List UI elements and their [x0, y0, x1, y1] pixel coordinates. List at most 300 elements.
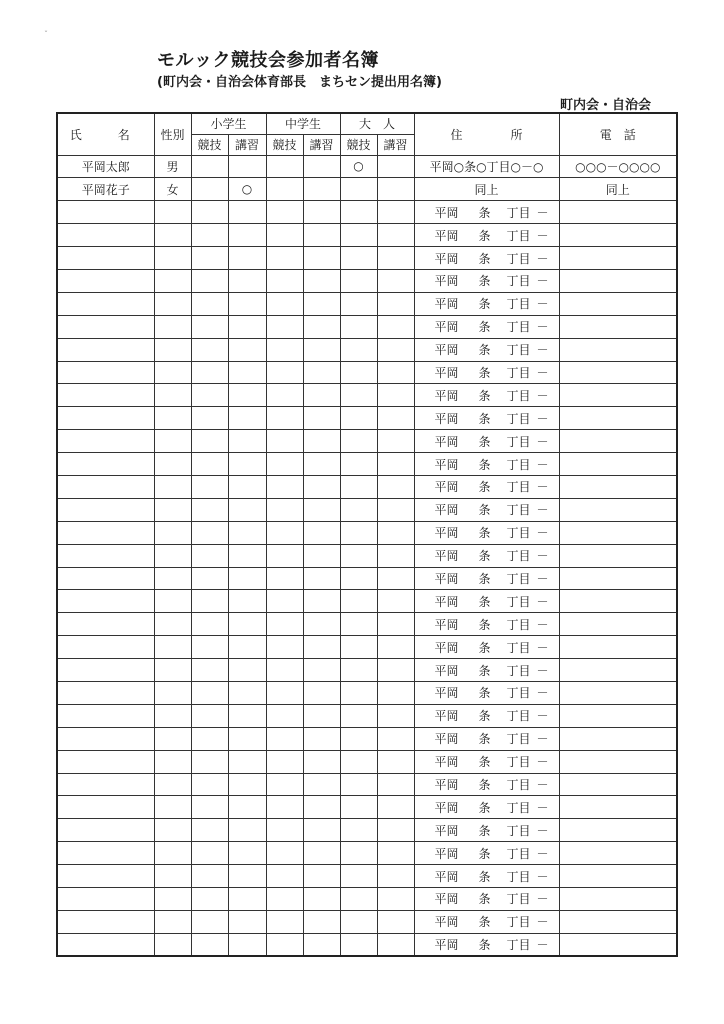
address-chome: 丁目 — [506, 503, 531, 518]
address-city: 平岡 — [434, 686, 459, 701]
address-chome: 丁目 — [506, 457, 531, 472]
cell-name — [57, 681, 154, 704]
cell-elementary-course — [228, 842, 266, 865]
cell-junior-high-competition — [266, 842, 303, 865]
table-row — [57, 727, 677, 750]
cell-adult-course — [377, 636, 414, 659]
address-dash: － — [536, 755, 549, 770]
cell-phone — [559, 430, 677, 453]
cell-junior-high-competition — [266, 567, 303, 590]
cell-phone — [559, 636, 677, 659]
cell-phone — [559, 750, 677, 773]
cell-adult-competition — [340, 521, 377, 544]
cell-gender — [154, 269, 191, 292]
cell-elementary-course — [228, 750, 266, 773]
header-phone: 電 話 — [559, 113, 677, 155]
address-dash: － — [536, 343, 549, 358]
cell-address-template — [414, 727, 559, 750]
cell-junior-high-course — [303, 613, 340, 636]
address-jo: 条 — [478, 480, 491, 495]
cell-gender — [154, 475, 191, 498]
address-jo: 条 — [478, 892, 491, 907]
cell-elementary-course — [228, 819, 266, 842]
header-address: 住 所 — [414, 113, 559, 155]
cell-name — [57, 201, 154, 224]
cell-elementary-course: ○ — [228, 178, 266, 201]
cell-elementary-competition — [191, 361, 228, 384]
address-dash: － — [536, 480, 549, 495]
cell-address-template — [414, 636, 559, 659]
cell-phone — [559, 819, 677, 842]
cell-gender — [154, 636, 191, 659]
cell-address-template — [414, 361, 559, 384]
cell-elementary-competition — [191, 155, 228, 178]
cell-elementary-course — [228, 155, 266, 178]
address-chome: 丁目 — [506, 846, 531, 861]
cell-elementary-course — [228, 338, 266, 361]
cell-name — [57, 865, 154, 888]
address-chome: 丁目 — [506, 434, 531, 449]
table-row — [57, 384, 677, 407]
cell-junior-high-course — [303, 292, 340, 315]
cell-gender — [154, 704, 191, 727]
cell-junior-high-competition — [266, 201, 303, 224]
cell-adult-competition — [340, 498, 377, 521]
address-city: 平岡 — [434, 320, 459, 335]
address-dash: － — [536, 823, 549, 838]
cell-gender — [154, 224, 191, 247]
cell-junior-high-competition — [266, 865, 303, 888]
address-jo: 条 — [478, 686, 491, 701]
cell-address-template — [414, 613, 559, 636]
address-city: 平岡 — [434, 800, 459, 815]
cell-junior-high-competition — [266, 155, 303, 178]
cell-adult-course — [377, 910, 414, 933]
cell-elementary-course — [228, 727, 266, 750]
cell-address-template — [414, 750, 559, 773]
cell-name — [57, 590, 154, 613]
cell-junior-high-competition — [266, 544, 303, 567]
header-junior-high-course: 講習 — [303, 134, 340, 155]
cell-address-template — [414, 247, 559, 270]
table-row — [57, 292, 677, 315]
cell-adult-competition — [340, 544, 377, 567]
cell-elementary-competition — [191, 613, 228, 636]
cell-junior-high-competition — [266, 659, 303, 682]
cell-name — [57, 659, 154, 682]
cell-elementary-competition — [191, 475, 228, 498]
cell-phone — [559, 475, 677, 498]
cell-junior-high-competition — [266, 590, 303, 613]
cell-adult-course — [377, 315, 414, 338]
cell-adult-course — [377, 819, 414, 842]
address-dash: － — [536, 388, 549, 403]
address-chome: 丁目 — [506, 640, 531, 655]
address-city: 平岡 — [434, 365, 459, 380]
cell-phone — [559, 201, 677, 224]
address-dash: － — [536, 800, 549, 815]
cell-gender — [154, 842, 191, 865]
header-adult-competition: 競技 — [340, 134, 377, 155]
address-city: 平岡 — [434, 663, 459, 678]
address-chome: 丁目 — [506, 937, 531, 952]
table-row — [57, 498, 677, 521]
address-jo: 条 — [478, 594, 491, 609]
address-dash: － — [536, 846, 549, 861]
address-dash: － — [536, 320, 549, 335]
cell-adult-course — [377, 155, 414, 178]
cell-name — [57, 704, 154, 727]
participant-roster-table — [56, 112, 678, 957]
cell-address-template — [414, 865, 559, 888]
table-row — [57, 910, 677, 933]
cell-phone — [559, 796, 677, 819]
cell-elementary-competition — [191, 567, 228, 590]
cell-elementary-competition — [191, 430, 228, 453]
cell-junior-high-course — [303, 819, 340, 842]
table-row — [57, 842, 677, 865]
header-adult: 大 人 — [340, 113, 414, 134]
address-chome: 丁目 — [506, 686, 531, 701]
cell-phone — [559, 361, 677, 384]
table-row — [57, 544, 677, 567]
cell-adult-course — [377, 247, 414, 270]
cell-adult-competition — [340, 910, 377, 933]
cell-address-template — [414, 544, 559, 567]
cell-elementary-competition — [191, 865, 228, 888]
address-city: 平岡 — [434, 526, 459, 541]
cell-gender — [154, 247, 191, 270]
header-name: 氏 名 — [57, 113, 154, 155]
cell-elementary-competition — [191, 888, 228, 911]
cell-elementary-competition — [191, 636, 228, 659]
cell-gender — [154, 819, 191, 842]
cell-address-template — [414, 773, 559, 796]
cell-junior-high-competition — [266, 888, 303, 911]
cell-name — [57, 292, 154, 315]
address-dash: － — [536, 251, 549, 266]
address-city: 平岡 — [434, 617, 459, 632]
cell-adult-course — [377, 750, 414, 773]
cell-adult-competition — [340, 361, 377, 384]
cell-address-template — [414, 659, 559, 682]
cell-adult-competition — [340, 865, 377, 888]
cell-junior-high-competition — [266, 773, 303, 796]
table-row — [57, 681, 677, 704]
cell-adult-course — [377, 590, 414, 613]
address-dash: － — [536, 732, 549, 747]
cell-junior-high-competition — [266, 292, 303, 315]
cell-address-template — [414, 224, 559, 247]
cell-name — [57, 338, 154, 361]
cell-junior-high-course — [303, 888, 340, 911]
cell-name — [57, 544, 154, 567]
address-jo: 条 — [478, 205, 491, 220]
cell-name — [57, 361, 154, 384]
cell-elementary-course — [228, 315, 266, 338]
cell-adult-course — [377, 201, 414, 224]
cell-adult-competition — [340, 819, 377, 842]
table-row — [57, 773, 677, 796]
address-jo: 条 — [478, 640, 491, 655]
cell-address-template — [414, 910, 559, 933]
cell-junior-high-course — [303, 590, 340, 613]
address-jo: 条 — [478, 549, 491, 564]
cell-gender — [154, 453, 191, 476]
cell-junior-high-course — [303, 544, 340, 567]
header-adult-course: 講習 — [377, 134, 414, 155]
cell-adult-competition — [340, 224, 377, 247]
table-row — [57, 430, 677, 453]
cell-elementary-course — [228, 498, 266, 521]
cell-adult-competition — [340, 315, 377, 338]
cell-name — [57, 498, 154, 521]
table-row — [57, 796, 677, 819]
address-chome: 丁目 — [506, 571, 531, 586]
cell-name — [57, 224, 154, 247]
cell-name: 平岡太郎 — [57, 155, 154, 178]
cell-elementary-competition — [191, 796, 228, 819]
address-dash: － — [536, 892, 549, 907]
cell-name — [57, 796, 154, 819]
cell-gender — [154, 659, 191, 682]
cell-phone — [559, 384, 677, 407]
cell-name — [57, 407, 154, 430]
address-city: 平岡 — [434, 869, 459, 884]
address-jo: 条 — [478, 503, 491, 518]
cell-junior-high-course — [303, 178, 340, 201]
cell-junior-high-competition — [266, 338, 303, 361]
cell-adult-course — [377, 773, 414, 796]
address-city: 平岡 — [434, 228, 459, 243]
cell-elementary-course — [228, 933, 266, 956]
cell-address-template — [414, 819, 559, 842]
cell-junior-high-course — [303, 727, 340, 750]
cell-adult-course — [377, 933, 414, 956]
cell-junior-high-competition — [266, 681, 303, 704]
table-row — [57, 750, 677, 773]
address-dash: － — [536, 457, 549, 472]
cell-junior-high-competition — [266, 636, 303, 659]
table-row — [57, 155, 677, 178]
address-dash: － — [536, 297, 549, 312]
cell-adult-course — [377, 567, 414, 590]
cell-address-template — [414, 384, 559, 407]
cell-phone — [559, 613, 677, 636]
address-jo: 条 — [478, 228, 491, 243]
address-dash: － — [536, 274, 549, 289]
table-row — [57, 704, 677, 727]
cell-junior-high-competition — [266, 910, 303, 933]
cell-adult-competition — [340, 475, 377, 498]
address-chome: 丁目 — [506, 411, 531, 426]
table-row — [57, 475, 677, 498]
address-chome: 丁目 — [506, 709, 531, 724]
address-city: 平岡 — [434, 755, 459, 770]
cell-elementary-course — [228, 567, 266, 590]
cell-adult-course — [377, 704, 414, 727]
cell-elementary-competition — [191, 727, 228, 750]
address-jo: 条 — [478, 457, 491, 472]
cell-adult-competition — [340, 636, 377, 659]
cell-gender — [154, 865, 191, 888]
cell-junior-high-course — [303, 933, 340, 956]
cell-junior-high-course — [303, 910, 340, 933]
cell-name — [57, 475, 154, 498]
cell-address-template — [414, 338, 559, 361]
cell-name — [57, 636, 154, 659]
cell-junior-high-course — [303, 315, 340, 338]
cell-gender — [154, 338, 191, 361]
cell-address-template — [414, 407, 559, 430]
cell-gender — [154, 773, 191, 796]
cell-gender — [154, 727, 191, 750]
address-jo: 条 — [478, 343, 491, 358]
address-city: 平岡 — [434, 457, 459, 472]
cell-junior-high-competition — [266, 727, 303, 750]
cell-adult-competition — [340, 773, 377, 796]
cell-gender — [154, 407, 191, 430]
address-city: 平岡 — [434, 297, 459, 312]
document-title: モルック競技会参加者名簿 — [157, 50, 379, 71]
cell-junior-high-course — [303, 659, 340, 682]
header-junior-high: 中学生 — [266, 113, 340, 134]
address-jo: 条 — [478, 571, 491, 586]
address-city: 平岡 — [434, 434, 459, 449]
cell-adult-competition — [340, 407, 377, 430]
address-chome: 丁目 — [506, 755, 531, 770]
address-jo: 条 — [478, 915, 491, 930]
cell-elementary-course — [228, 590, 266, 613]
cell-phone — [559, 338, 677, 361]
cell-adult-course — [377, 544, 414, 567]
address-dash: － — [536, 640, 549, 655]
cell-elementary-competition — [191, 933, 228, 956]
address-jo: 条 — [478, 755, 491, 770]
cell-gender — [154, 384, 191, 407]
cell-elementary-competition — [191, 819, 228, 842]
address-chome: 丁目 — [506, 320, 531, 335]
address-dash: － — [536, 594, 549, 609]
address-chome: 丁目 — [506, 365, 531, 380]
cell-adult-competition — [340, 292, 377, 315]
address-dash: － — [536, 228, 549, 243]
address-dash: － — [536, 503, 549, 518]
cell-junior-high-competition — [266, 498, 303, 521]
address-dash: － — [536, 663, 549, 678]
cell-junior-high-competition — [266, 430, 303, 453]
cell-junior-high-competition — [266, 475, 303, 498]
address-chome: 丁目 — [506, 915, 531, 930]
cell-elementary-course — [228, 475, 266, 498]
address-dash: － — [536, 571, 549, 586]
cell-address: 同上 — [414, 178, 559, 201]
cell-name — [57, 567, 154, 590]
address-chome: 丁目 — [506, 892, 531, 907]
cell-adult-course — [377, 521, 414, 544]
header-gender: 性別 — [154, 113, 191, 155]
address-jo: 条 — [478, 800, 491, 815]
table-row — [57, 315, 677, 338]
cell-junior-high-competition — [266, 407, 303, 430]
table-row — [57, 269, 677, 292]
address-chome: 丁目 — [506, 549, 531, 564]
cell-elementary-course — [228, 888, 266, 911]
table-row — [57, 590, 677, 613]
address-city: 平岡 — [434, 732, 459, 747]
cell-elementary-competition — [191, 750, 228, 773]
address-jo: 条 — [478, 297, 491, 312]
cell-elementary-course — [228, 636, 266, 659]
cell-name: 平岡花子 — [57, 178, 154, 201]
address-jo: 条 — [478, 709, 491, 724]
cell-junior-high-course — [303, 636, 340, 659]
cell-elementary-course — [228, 292, 266, 315]
cell-junior-high-course — [303, 498, 340, 521]
cell-address-template — [414, 292, 559, 315]
cell-elementary-course — [228, 453, 266, 476]
cell-adult-competition — [340, 750, 377, 773]
cell-junior-high-competition — [266, 933, 303, 956]
cell-phone — [559, 247, 677, 270]
cell-junior-high-course — [303, 224, 340, 247]
address-city: 平岡 — [434, 411, 459, 426]
address-jo: 条 — [478, 732, 491, 747]
scan-mark: ˇ — [44, 30, 48, 39]
cell-junior-high-course — [303, 773, 340, 796]
cell-junior-high-competition — [266, 269, 303, 292]
cell-phone — [559, 888, 677, 911]
cell-adult-competition — [340, 933, 377, 956]
address-city: 平岡 — [434, 937, 459, 952]
cell-adult-course — [377, 498, 414, 521]
cell-junior-high-course — [303, 796, 340, 819]
cell-junior-high-course — [303, 750, 340, 773]
cell-address-template — [414, 796, 559, 819]
cell-adult-course — [377, 338, 414, 361]
address-chome: 丁目 — [506, 594, 531, 609]
cell-phone: ○○○－○○○○ — [559, 155, 677, 178]
cell-gender — [154, 498, 191, 521]
cell-gender — [154, 544, 191, 567]
cell-name — [57, 933, 154, 956]
cell-gender — [154, 201, 191, 224]
cell-elementary-competition — [191, 178, 228, 201]
table-row — [57, 659, 677, 682]
address-chome: 丁目 — [506, 869, 531, 884]
cell-junior-high-course — [303, 384, 340, 407]
cell-phone: 同上 — [559, 178, 677, 201]
cell-junior-high-competition — [266, 224, 303, 247]
address-chome: 丁目 — [506, 617, 531, 632]
cell-name — [57, 819, 154, 842]
address-jo: 条 — [478, 617, 491, 632]
cell-junior-high-course — [303, 521, 340, 544]
cell-junior-high-course — [303, 155, 340, 178]
cell-name — [57, 910, 154, 933]
cell-gender — [154, 681, 191, 704]
cell-junior-high-course — [303, 865, 340, 888]
document-subtitle: (町内会・自治会体育部長 まちセン提出用名簿) — [157, 75, 442, 90]
cell-adult-course — [377, 613, 414, 636]
address-dash: － — [536, 937, 549, 952]
cell-adult-course — [377, 224, 414, 247]
cell-junior-high-course — [303, 269, 340, 292]
cell-elementary-course — [228, 704, 266, 727]
cell-junior-high-course — [303, 338, 340, 361]
cell-elementary-competition — [191, 659, 228, 682]
address-dash: － — [536, 915, 549, 930]
